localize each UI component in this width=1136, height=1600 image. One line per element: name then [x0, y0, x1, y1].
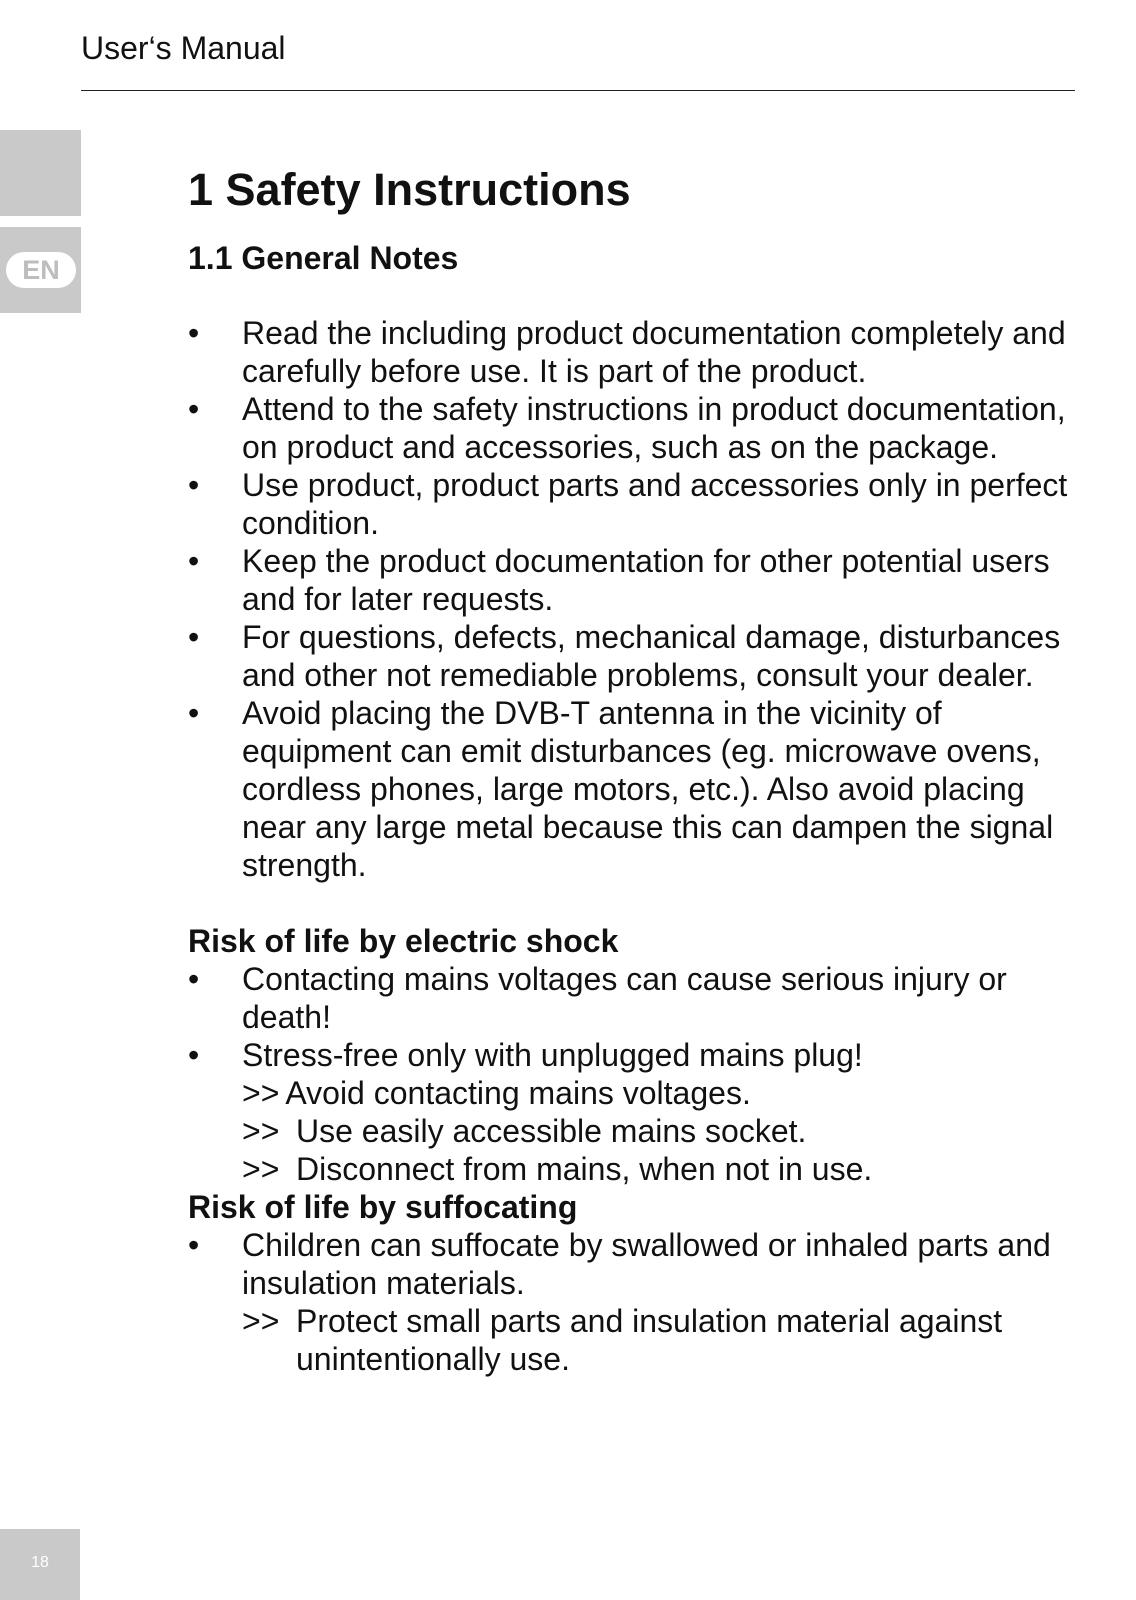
- list-item: [188, 314, 1088, 390]
- action-item-text: Avoid contacting mains voltages.: [285, 1075, 751, 1111]
- list-item-text: Use product, product parts and accessories only in perfect condition.: [242, 467, 1068, 541]
- bullet-icon: •: [188, 391, 200, 427]
- language-badge: EN: [6, 252, 76, 288]
- arrow-icon: >>: [242, 1151, 280, 1187]
- chapter-title: 1 Safety Instructions: [188, 164, 631, 215]
- bullet-icon: •: [188, 619, 200, 655]
- bullet-icon: •: [188, 961, 200, 997]
- list-item: [188, 466, 1088, 542]
- action-item: [188, 1074, 1088, 1112]
- header-divider: [81, 90, 1075, 91]
- bullet-icon: •: [188, 543, 200, 579]
- action-item: [188, 1302, 1088, 1378]
- section-title: 1.1 General Notes: [188, 240, 459, 276]
- list-item: [188, 1226, 1088, 1302]
- list-item-text: For questions, defects, mechanical damage, disturbances and other not remediable problems, consult your dealer.: [242, 619, 1061, 693]
- action-item: [188, 1150, 1088, 1188]
- side-tab-chapter-marker: [0, 130, 81, 216]
- list-item-text: Read the including product documentation completely and carefully before use. It is part of the product.: [242, 315, 1066, 389]
- list-item: [188, 1036, 1088, 1074]
- bullet-icon: •: [188, 1227, 200, 1263]
- list-item-text: Contacting mains voltages can cause serious injury or death!: [242, 961, 1007, 1035]
- electric-shock-heading: Risk of life by electric shock: [188, 923, 619, 959]
- list-item: [188, 694, 1088, 884]
- list-item-text: Stress-free only with unplugged mains plug!: [242, 1037, 863, 1073]
- list-item: [188, 618, 1088, 694]
- bullet-icon: •: [188, 1037, 200, 1073]
- suffocating-list: [188, 1226, 1088, 1302]
- arrow-icon: >>: [242, 1303, 280, 1339]
- page-content: [188, 160, 1088, 1378]
- electric-shock-list: [188, 960, 1088, 1074]
- list-item: [188, 542, 1088, 618]
- bullet-icon: •: [188, 695, 200, 731]
- bullet-icon: •: [188, 467, 200, 503]
- action-item: [188, 1112, 1088, 1150]
- bullet-icon: •: [188, 315, 200, 351]
- general-notes-list: [188, 314, 1088, 884]
- list-item: [188, 960, 1088, 1036]
- list-item-text: Keep the product documentation for other potential users and for later requests.: [242, 543, 1050, 617]
- action-item-text: Disconnect from mains, when not in use.: [296, 1151, 873, 1187]
- arrow-icon: >>: [242, 1075, 280, 1111]
- action-item-text: Protect small parts and insulation material against unintentionally use.: [296, 1303, 1003, 1377]
- list-item: [188, 390, 1088, 466]
- action-item-text: Use easily accessible mains socket.: [296, 1113, 807, 1149]
- arrow-icon: >>: [242, 1113, 280, 1149]
- list-item-text: Children can suffocate by swallowed or inhaled parts and insulation materials.: [242, 1227, 1051, 1301]
- suffocating-heading: Risk of life by suffocating: [188, 1189, 578, 1225]
- page-number: 18: [31, 1554, 49, 1571]
- list-item-text: Avoid placing the DVB-T antenna in the vicinity of equipment can emit disturbances (eg. microwave ovens, cordless phones, large motors, etc.). Also avoid placing near any large metal because this can dampen the signal strength.: [242, 695, 1054, 883]
- list-item-text: Attend to the safety instructions in product documentation, on product and accessories, such as on the package.: [242, 391, 1066, 465]
- header-title: User‘s Manual: [81, 30, 286, 66]
